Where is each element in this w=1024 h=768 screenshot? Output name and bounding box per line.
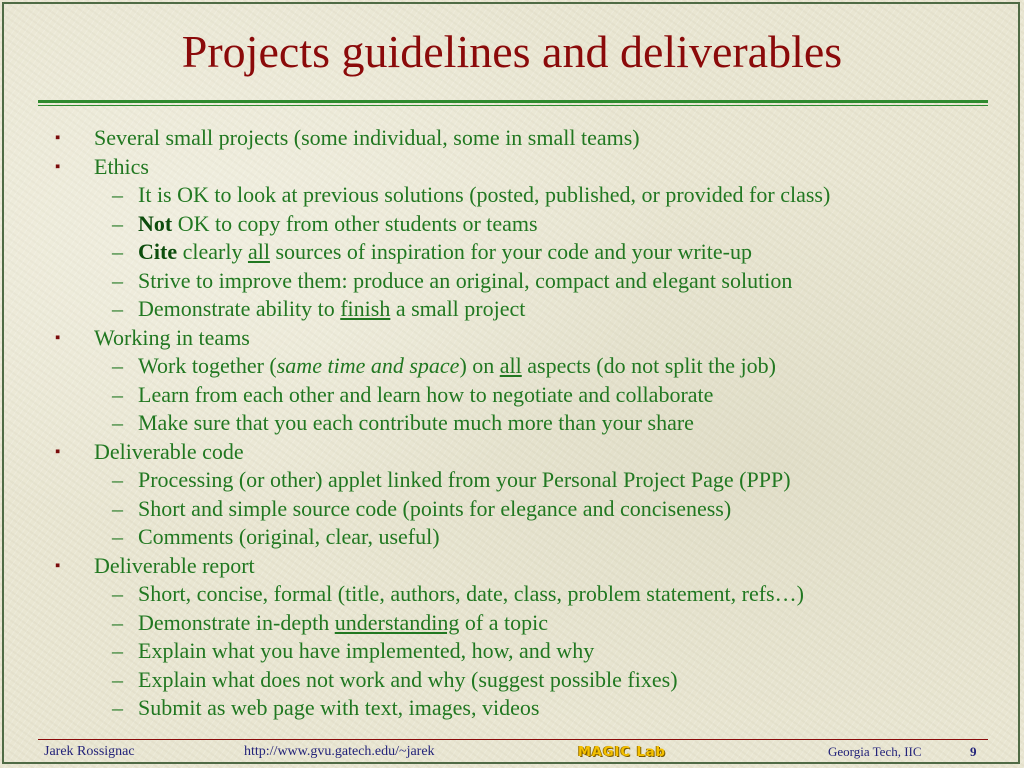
bold-text: Cite — [138, 239, 178, 264]
text-run: Short and simple source code (points for elegance and conciseness) — [138, 495, 732, 521]
text-run: Demonstrate ability to — [138, 296, 341, 321]
text-run: Work together ( — [138, 353, 277, 378]
sub-bullet-text — [138, 694, 539, 722]
dash-bullet-icon: – — [112, 182, 123, 207]
footer-rule — [38, 739, 988, 740]
sub-bullet-item — [0, 238, 1024, 267]
text-run: Short, concise, formal (title, authors, date, class, problem statement, refs…) — [138, 581, 804, 606]
text-run: Learn from each other and learn how to negotiate and collaborate — [138, 381, 714, 407]
magic-lab-logo: MAGIC Lab — [578, 745, 666, 760]
dash-bullet-icon: – — [112, 353, 123, 378]
sub-bullet-text — [138, 523, 440, 551]
dash-bullet-icon: – — [112, 524, 123, 549]
sub-bullet-text — [138, 466, 791, 494]
sub-bullet-text — [138, 238, 752, 266]
square-bullet-icon: ▪ — [55, 443, 61, 460]
dash-bullet-icon: – — [112, 495, 123, 521]
sub-bullet-item — [0, 267, 1024, 296]
text-run: ) on — [459, 353, 500, 378]
text-run: Strive to improve them: produce an original, compact and elegant solution — [138, 267, 793, 293]
sub-bullet-item — [0, 495, 1024, 524]
text-run: Explain what does not work and why (suggest possible fixes) — [138, 666, 678, 692]
square-bullet-icon: ▪ — [55, 329, 61, 346]
sub-bullet-item — [0, 637, 1024, 666]
text-run: OK to copy from other students or teams — [172, 210, 538, 236]
dash-bullet-icon: – — [112, 638, 123, 663]
sub-bullet-text — [138, 495, 731, 523]
underlined-text: understanding — [334, 609, 460, 635]
bullet-text: Working in teams — [94, 324, 250, 350]
dash-bullet-icon: – — [112, 467, 123, 492]
sub-bullet-item — [0, 210, 1024, 239]
text-run: Processing (or other) applet linked from your Personal Project Page (PPP) — [138, 467, 791, 492]
dash-bullet-icon: – — [112, 581, 123, 606]
sub-bullet-text — [138, 267, 792, 295]
sub-bullet-text — [138, 666, 678, 694]
dash-bullet-icon: – — [112, 381, 123, 407]
title-rule-thin — [38, 105, 988, 106]
sub-bullet-text — [138, 295, 525, 323]
sub-bullet-text — [138, 181, 830, 209]
text-run: It is OK to look at previous solutions (posted, published, or provided for class) — [138, 182, 831, 207]
sub-bullet-text — [138, 210, 538, 238]
sub-bullet-item — [0, 694, 1024, 723]
sub-bullet-item — [0, 409, 1024, 438]
dash-bullet-icon: – — [112, 210, 123, 236]
square-bullet-icon: ▪ — [55, 130, 61, 146]
underlined-text: finish — [340, 296, 391, 321]
sub-bullet-item — [0, 666, 1024, 695]
dash-bullet-icon: – — [112, 666, 123, 692]
text-run: Demonstrate in-depth — [138, 609, 335, 635]
dash-bullet-icon: – — [112, 609, 123, 635]
sub-bullet-item — [0, 523, 1024, 552]
sub-bullet-item — [0, 181, 1024, 210]
bullet-item — [0, 438, 1024, 467]
square-bullet-icon: ▪ — [55, 158, 61, 175]
sub-bullet-item — [0, 381, 1024, 410]
sub-bullet-item — [0, 609, 1024, 638]
footer-author: Jarek Rossignac — [44, 744, 135, 759]
sub-bullet-text — [138, 381, 713, 409]
footer-institution: Georgia Tech, IIC — [828, 744, 922, 759]
bullet-item — [0, 552, 1024, 581]
sub-bullet-item — [0, 580, 1024, 609]
bullet-item — [0, 124, 1024, 153]
bullet-text: Several small projects (some individual, some in small teams) — [94, 125, 640, 150]
text-run: Submit as web page with text, images, videos — [138, 695, 540, 720]
dash-bullet-icon: – — [112, 410, 123, 435]
sub-bullet-text — [138, 609, 548, 637]
sub-bullet-text — [138, 409, 694, 437]
bullet-text: Deliverable report — [94, 552, 255, 578]
underlined-text: all — [247, 239, 270, 264]
dash-bullet-icon: – — [112, 695, 123, 720]
sub-bullet-text — [138, 352, 776, 380]
sub-bullet-item — [0, 466, 1024, 495]
bullet-item — [0, 153, 1024, 182]
sub-bullet-text — [138, 580, 804, 608]
title-rule — [38, 100, 988, 103]
sub-bullet-item — [0, 352, 1024, 381]
text-run: of a topic — [459, 609, 548, 635]
text-run: Explain what you have implemented, how, and why — [138, 638, 595, 663]
bold-text: Not — [138, 210, 173, 236]
dash-bullet-icon: – — [112, 239, 123, 264]
slide-body — [0, 124, 1024, 723]
sub-bullet-text — [138, 637, 594, 665]
slide-title: Projects guidelines and deliverables — [181, 26, 843, 77]
italic-text: same time and space — [276, 353, 460, 378]
bullet-text: Ethics — [94, 153, 149, 179]
text-run: a small project — [390, 296, 526, 321]
text-run: clearly — [177, 239, 248, 264]
bullet-text: Deliverable code — [94, 438, 244, 464]
footer-url[interactable]: http://www.gvu.gatech.edu/~jarek — [244, 744, 435, 759]
page-number: 9 — [970, 744, 977, 759]
square-bullet-icon: ▪ — [55, 557, 61, 574]
dash-bullet-icon: – — [112, 296, 123, 321]
dash-bullet-icon: – — [112, 267, 123, 293]
bullet-item — [0, 324, 1024, 353]
text-run: Comments (original, clear, useful) — [138, 524, 440, 549]
underlined-text: all — [499, 353, 522, 378]
sub-bullet-item — [0, 295, 1024, 324]
text-run: sources of inspiration for your code and your write-up — [269, 239, 752, 264]
text-run: Make sure that you each contribute much more than your share — [138, 410, 694, 435]
text-run: aspects (do not split the job) — [521, 353, 776, 378]
